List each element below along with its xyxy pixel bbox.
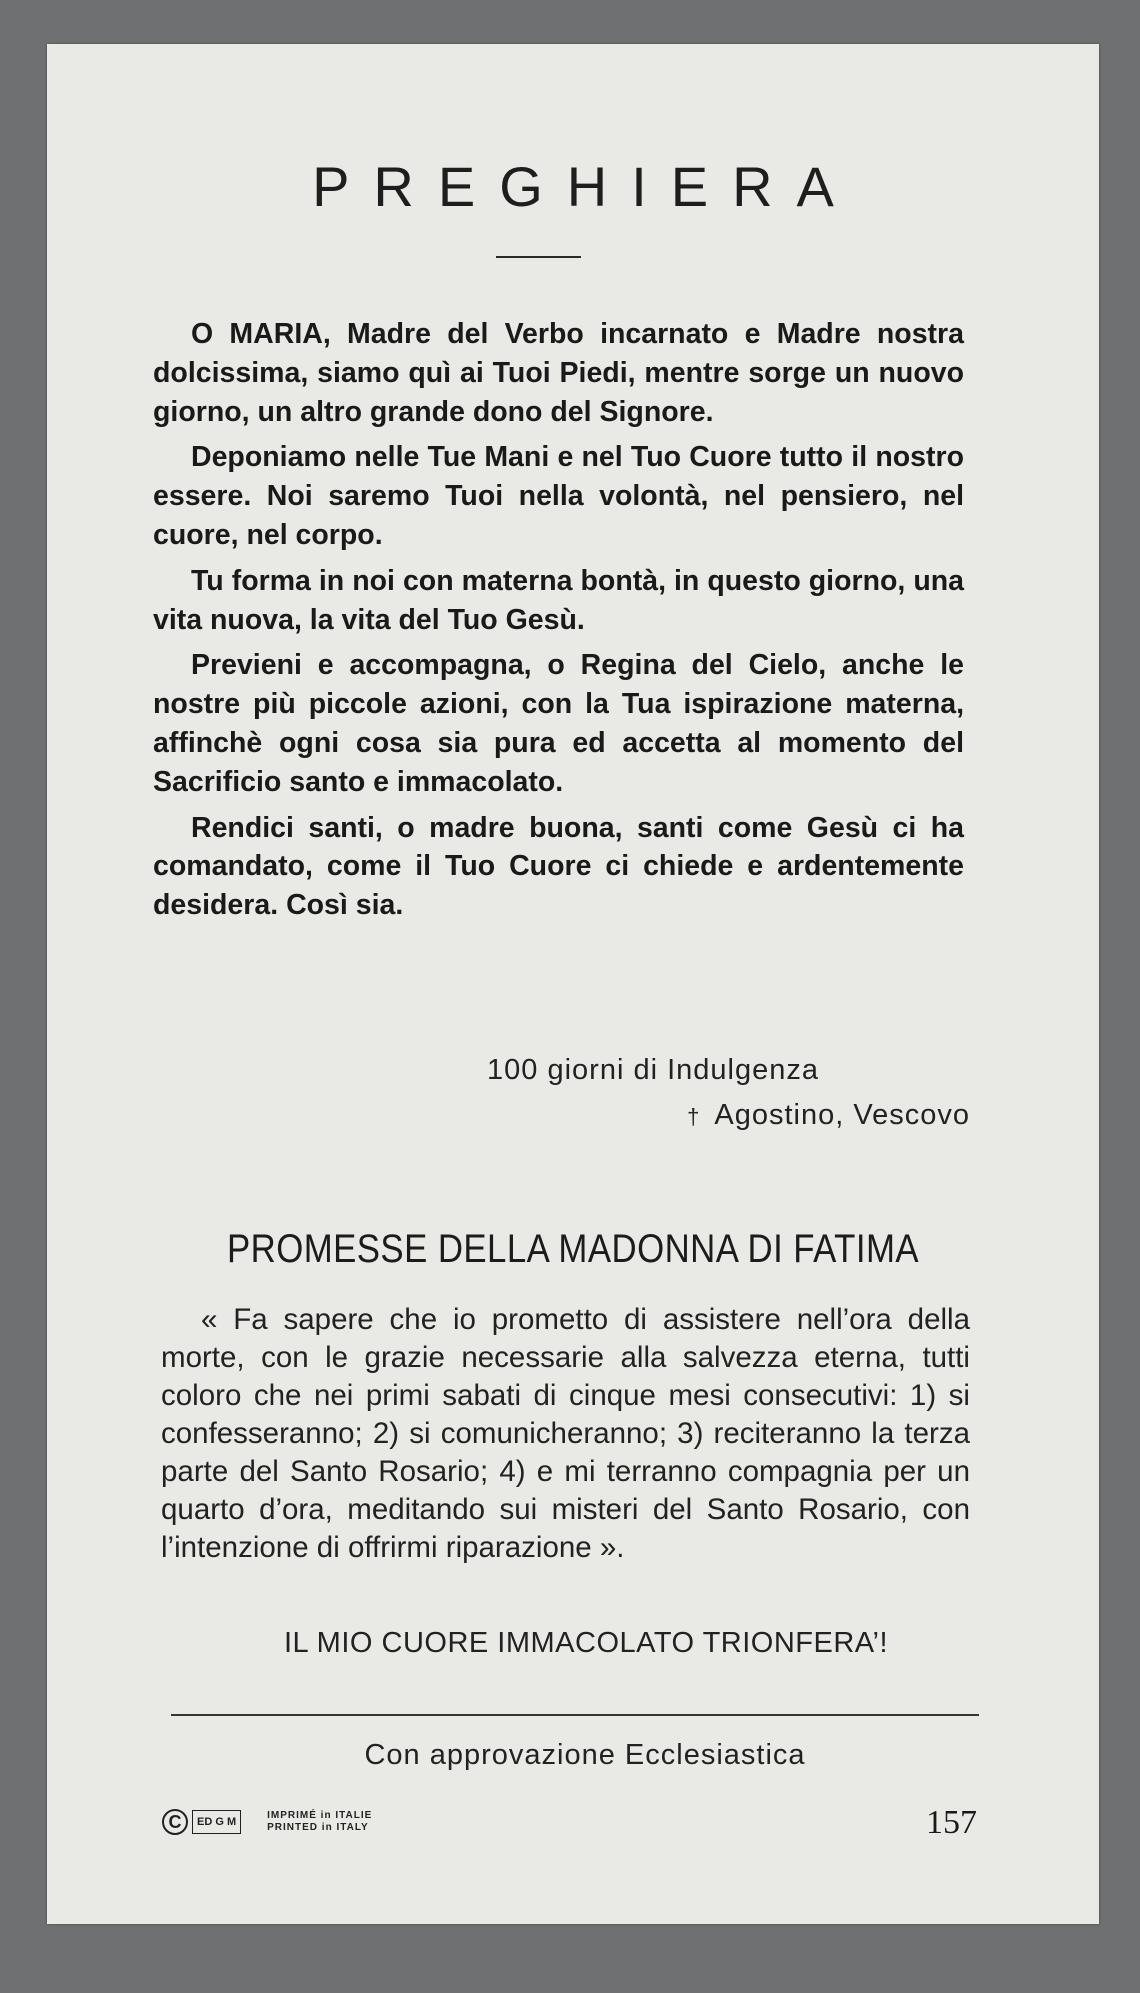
publisher-logo: ED G M	[192, 1810, 241, 1834]
prayer-text	[153, 315, 964, 932]
bishop-name: Agostino, Vescovo	[714, 1099, 970, 1131]
publisher-mark	[162, 1809, 372, 1835]
promises-heading: PROMESSE DELLA MADONNA DI FATIMA	[226, 1227, 920, 1271]
prayer-paragraph: O MARIA, Madre del Verbo incarnato e Madre nostra dolcissima, siamo quì ai Tuoi Piedi, mentre sorge un nuovo giorno, un altro grande dono del Signore.	[153, 318, 964, 428]
copyright-icon: C	[162, 1809, 188, 1835]
print-origin-fr: IMPRIMÉ in ITALIE	[267, 1810, 373, 1821]
print-origin	[267, 1810, 372, 1834]
prayer-card	[47, 44, 1099, 1924]
triumph-line: IL MIO CUORE IMMACOLATO TRIONFERA’!	[284, 1627, 888, 1659]
card-number: 157	[926, 1804, 977, 1841]
print-origin-en: PRINTED in ITALY	[267, 1822, 369, 1833]
promises-text	[161, 1301, 970, 1567]
prayer-paragraph: Tu forma in noi con materna bontà, in questo giorno, una vita nuova, la vita del Tuo Gesù.	[153, 564, 964, 636]
bishop-signature	[687, 1099, 970, 1132]
prayer-paragraph: Deponiamo nelle Tue Mani e nel Tuo Cuore tutto il nostro essere. Noi saremo Tuoi nella volontà, nel pensiero, nel cuore, nel corpo.	[153, 441, 964, 551]
title-divider	[496, 256, 581, 258]
bottom-divider	[171, 1714, 979, 1716]
approval-note: Con approvazione Ecclesiastica	[364, 1739, 806, 1771]
indulgence-note: 100 giorni di Indulgenza	[487, 1054, 819, 1086]
page-title: PREGHIERA	[312, 155, 858, 218]
prayer-paragraph: Previeni e accompagna, o Regina del Cielo, anche le nostre più piccole azioni, con la Tua ispirazione materna, affinchè ogni cosa sia pura ed accetta al momento del Sacrificio santo e immacolato.	[153, 649, 964, 798]
promises-paragraph: « Fa sapere che io prometto di assistere nell’ora della morte, con le grazie necessarie alla salvezza eterna, tutti coloro che nei primi sabati di cinque mesi consecutivi: 1) si confesseranno; 2) si comunicheranno; 3) reciteranno la terza parte del Santo Rosario; 4) e mi terranno compagnia per un quarto d’ora, meditando sui misteri del Santo Rosario, con l’intenzione di offrirmi riparazione ».	[161, 1303, 970, 1564]
prayer-paragraph: Rendici santi, o madre buona, santi come Gesù ci ha comandato, come il Tuo Cuore ci chiede e ardentemente desidera. Così sia.	[153, 811, 964, 922]
cross-icon: †	[687, 1104, 701, 1129]
